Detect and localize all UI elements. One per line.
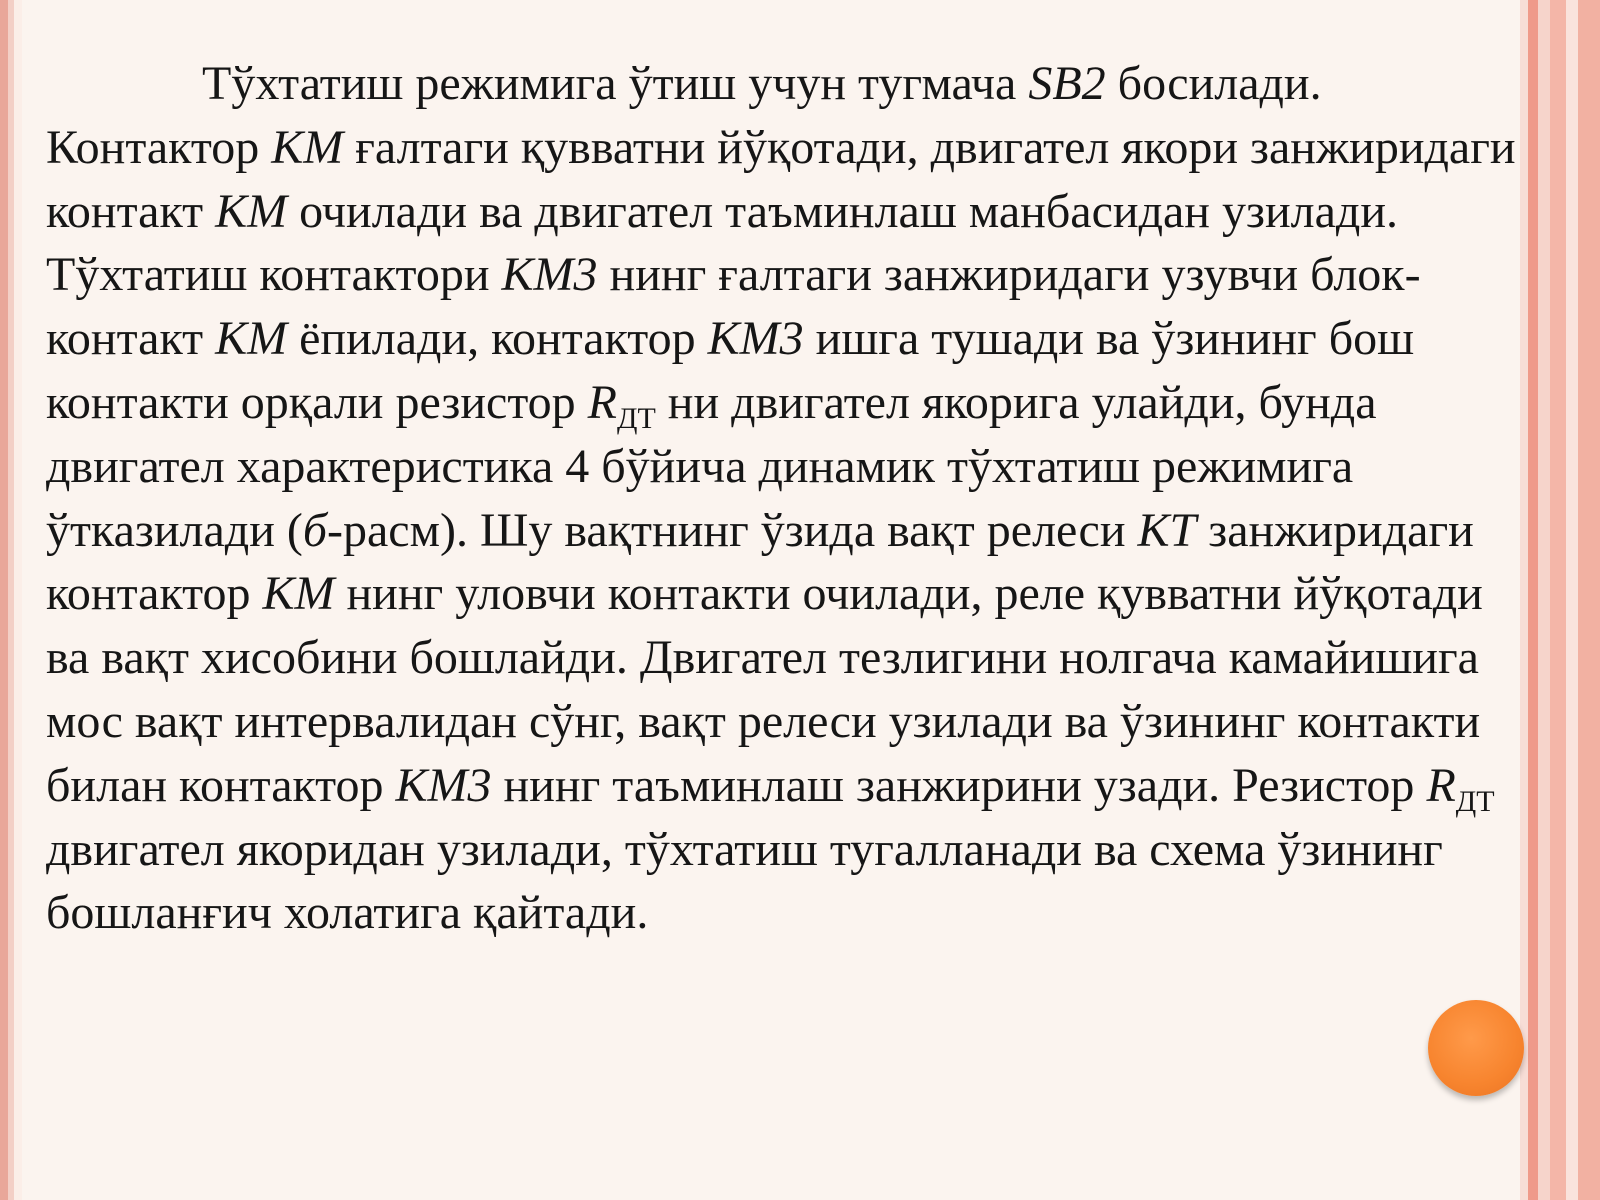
italic-symbol: KM — [215, 184, 288, 238]
text-run: двигател якоридан узилади, тўхтатиш тугалланади ва схема ўзининг бошланғич холатига қайтади. — [46, 822, 1443, 940]
italic-symbol: KM — [215, 312, 288, 366]
subscript: ДТ — [617, 401, 656, 435]
italic-symbol: KM3 — [707, 312, 804, 366]
italic-symbol: SB2 — [1028, 57, 1106, 110]
italic-symbol: R — [1426, 758, 1456, 812]
italic-symbol: б — [302, 503, 328, 557]
orange-circle-decoration — [1428, 1000, 1524, 1096]
text-run: ёпилади, контактор — [287, 312, 708, 366]
left-decorative-border — [0, 0, 22, 1200]
text-run: нинг уловчи контакти очилади, реле қувватни йўқотади ва вақт хисобини бошлайди. Двигател тезлигини нолгача камайишига мос вақт интервалидан сўнг, вақт релеси узилади ва ўзининг контакти билан контактор — [46, 567, 1483, 812]
right-decorative-border — [1520, 0, 1600, 1200]
text-run: ғалтаги қувватни йўқотади, двигател якори занжиридаги контакт — [46, 120, 1516, 238]
body-paragraph — [46, 52, 1521, 945]
italic-symbol: KM — [262, 567, 335, 621]
slide-body-text — [46, 52, 1521, 945]
text-run: ни двигател якорига улайди, бунда двигател характеристика 4 бўйича динамик тўхтатиш режимига ўтказилади ( — [46, 375, 1377, 557]
text-run: Тўхтатиш режимига ўтиш учун тугмача — [202, 57, 1029, 110]
italic-symbol: KM — [271, 120, 344, 174]
text-run: ишга тушади ва ўзининг бош контакти орқали резистор — [46, 312, 1415, 429]
text-run: босилади. Контактор — [46, 57, 1322, 174]
text-run: очилади ва двигател таъминлаш манбасидан узилади. Тўхтатиш контактори — [46, 184, 1398, 302]
text-run: нинг таъминлаш занжирини узади. Резистор — [491, 758, 1427, 812]
text-run: занжиридаги контактор — [46, 503, 1474, 621]
italic-symbol: KM3 — [395, 758, 492, 812]
italic-symbol: KM3 — [501, 248, 598, 302]
italic-symbol: R — [587, 375, 617, 429]
text-run: нинг ғалтаги занжиридаги узувчи блок-контакт — [46, 248, 1421, 366]
text-run: -расм). Шу вақтнинг ўзида вақт релеси — [327, 503, 1138, 557]
italic-symbol: KT — [1137, 503, 1197, 557]
subscript: ДТ — [1455, 784, 1495, 818]
